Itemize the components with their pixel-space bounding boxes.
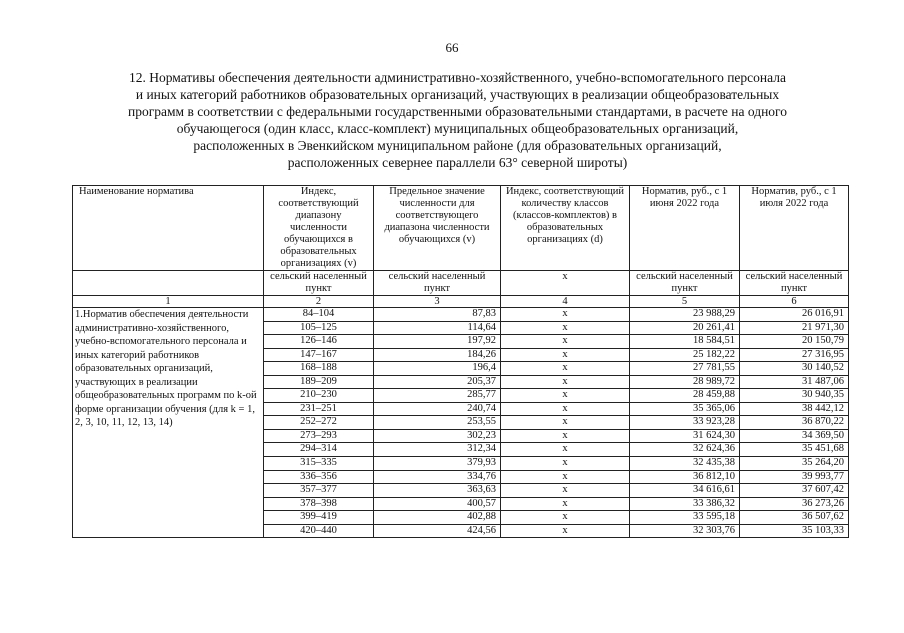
index-d-cell: х [501, 375, 630, 389]
header-index-d: Индекс, соответствующий количеству классов (классов-комплектов) в образовательных организациях (d) [501, 186, 630, 271]
title-line: программ в соответствии с федеральными государственными образовательными стандартами, в расчете на одного [127, 104, 787, 119]
range-cell: 147–167 [264, 348, 374, 362]
limit-cell: 379,93 [374, 457, 501, 471]
index-d-cell: х [501, 457, 630, 471]
range-cell: 210–230 [264, 389, 374, 403]
subheader-cell: сельский населенный пункт [630, 271, 740, 296]
range-cell: 273–293 [264, 429, 374, 443]
index-d-cell: х [501, 348, 630, 362]
norms-table [72, 185, 849, 538]
norm-june-cell: 31 624,30 [630, 429, 740, 443]
limit-cell: 302,23 [374, 429, 501, 443]
norm-june-cell: 28 459,88 [630, 389, 740, 403]
norm-july-cell: 20 150,79 [740, 335, 849, 349]
range-cell: 252–272 [264, 416, 374, 430]
range-cell: 420–440 [264, 524, 374, 538]
norm-july-cell: 31 487,06 [740, 375, 849, 389]
header-index-v: Индекс, соответствующий диапазону численности обучающихся в образовательных организациях (v) [264, 186, 374, 271]
norm-july-cell: 34 369,50 [740, 429, 849, 443]
norm-june-cell: 32 303,76 [630, 524, 740, 538]
index-d-cell: х [501, 524, 630, 538]
index-d-cell: х [501, 402, 630, 416]
limit-cell: 363,63 [374, 484, 501, 498]
norm-july-cell: 36 870,22 [740, 416, 849, 430]
table-body [73, 308, 849, 538]
index-d-cell: х [501, 484, 630, 498]
title-line: 12. Нормативы обеспечения деятельности административно-хозяйственного, учебно-вспомогательного персонала [129, 70, 786, 85]
norm-july-cell: 35 451,68 [740, 443, 849, 457]
header-norm-july: Норматив, руб., с 1 июля 2022 года [740, 186, 849, 271]
limit-cell: 196,4 [374, 362, 501, 376]
norm-july-cell: 36 507,62 [740, 511, 849, 525]
norm-july-cell: 35 103,33 [740, 524, 849, 538]
limit-cell: 312,34 [374, 443, 501, 457]
norm-june-cell: 33 923,28 [630, 416, 740, 430]
range-cell: 189–209 [264, 375, 374, 389]
limit-cell: 205,37 [374, 375, 501, 389]
norm-june-cell: 33 386,32 [630, 497, 740, 511]
norm-june-cell: 35 365,06 [630, 402, 740, 416]
index-d-cell: х [501, 443, 630, 457]
norm-july-cell: 36 273,26 [740, 497, 849, 511]
index-d-cell: х [501, 308, 630, 322]
title-line: обучающегося (один класс, класс-комплект) муниципальных общеобразовательных организаций, [176, 121, 739, 136]
subheader-cell: сельский населенный пункт [264, 271, 374, 296]
index-d-cell: х [501, 416, 630, 430]
column-number: 2 [264, 296, 374, 308]
index-d-cell: х [501, 389, 630, 403]
norm-june-cell: 28 989,72 [630, 375, 740, 389]
title-line: расположенных в Эвенкийском муниципальном районе (для образовательных организаций, [193, 138, 722, 153]
index-d-cell: х [501, 429, 630, 443]
norm-june-cell: 27 781,55 [630, 362, 740, 376]
index-d-cell: х [501, 511, 630, 525]
norm-june-cell: 32 435,38 [630, 457, 740, 471]
norm-june-cell: 33 595,18 [630, 511, 740, 525]
norm-july-cell: 30 140,52 [740, 362, 849, 376]
norm-july-cell: 35 264,20 [740, 457, 849, 471]
index-d-cell: х [501, 470, 630, 484]
norm-july-cell: 37 607,42 [740, 484, 849, 498]
subheader-cell: сельский населенный пункт [374, 271, 501, 296]
subheader-cell: х [501, 271, 630, 296]
norm-july-cell: 38 442,12 [740, 402, 849, 416]
index-d-cell: х [501, 362, 630, 376]
limit-cell: 240,74 [374, 402, 501, 416]
column-number: 1 [73, 296, 264, 308]
index-d-cell: х [501, 335, 630, 349]
norm-june-cell: 34 616,61 [630, 484, 740, 498]
norm-july-cell: 39 993,77 [740, 470, 849, 484]
column-number: 6 [740, 296, 849, 308]
norm-june-cell: 32 624,36 [630, 443, 740, 457]
limit-cell: 334,76 [374, 470, 501, 484]
limit-cell: 253,55 [374, 416, 501, 430]
range-cell: 315–335 [264, 457, 374, 471]
subheader-empty [73, 271, 264, 296]
header-norm-june: Норматив, руб., с 1 июня 2022 года [630, 186, 740, 271]
norm-june-cell: 36 812,10 [630, 470, 740, 484]
range-cell: 84–104 [264, 308, 374, 322]
norm-june-cell: 20 261,41 [630, 321, 740, 335]
limit-cell: 424,56 [374, 524, 501, 538]
range-cell: 168–188 [264, 362, 374, 376]
norm-july-cell: 21 971,30 [740, 321, 849, 335]
limit-cell: 184,26 [374, 348, 501, 362]
range-cell: 105–125 [264, 321, 374, 335]
range-cell: 357–377 [264, 484, 374, 498]
index-d-cell: х [501, 321, 630, 335]
range-cell: 126–146 [264, 335, 374, 349]
limit-cell: 402,88 [374, 511, 501, 525]
page-number: 66 [445, 40, 459, 55]
subheader-cell: сельский населенный пункт [740, 271, 849, 296]
range-cell: 399–419 [264, 511, 374, 525]
limit-cell: 285,77 [374, 389, 501, 403]
range-cell: 378–398 [264, 497, 374, 511]
table-row [73, 308, 849, 322]
column-number: 3 [374, 296, 501, 308]
limit-cell: 400,57 [374, 497, 501, 511]
title-line: расположенных севернее параллели 63° северной широты) [287, 155, 628, 170]
header-limit-v: Предельное значение численности для соответствующего диапазона численности обучающихся (v) [374, 186, 501, 271]
norm-july-cell: 26 016,91 [740, 308, 849, 322]
document-title [90, 69, 825, 171]
norm-july-cell: 27 316,95 [740, 348, 849, 362]
range-cell: 231–251 [264, 402, 374, 416]
norm-june-cell: 18 584,51 [630, 335, 740, 349]
norm-july-cell: 30 940,35 [740, 389, 849, 403]
header-norm-name: Наименование норматива [73, 186, 264, 271]
index-d-cell: х [501, 497, 630, 511]
limit-cell: 197,92 [374, 335, 501, 349]
range-cell: 336–356 [264, 470, 374, 484]
column-number: 5 [630, 296, 740, 308]
norm-name-cell: 1.Норматив обеспечения деятельности административно-хозяйственного, учебно-вспомогательного персонала и иных категорий работников образовательных организаций, участвующих в реализации общеобразовательных программ по k-ой форме организации обучения (для k = 1, 2, 3, 10, 11, 12, 13, 14) [73, 308, 264, 538]
limit-cell: 87,83 [374, 308, 501, 322]
range-cell: 294–314 [264, 443, 374, 457]
limit-cell: 114,64 [374, 321, 501, 335]
column-number: 4 [501, 296, 630, 308]
norm-june-cell: 23 988,29 [630, 308, 740, 322]
norm-june-cell: 25 182,22 [630, 348, 740, 362]
title-line: и иных категорий работников образовательных организаций, участвующих в реализации общеобразовательных [135, 87, 780, 102]
